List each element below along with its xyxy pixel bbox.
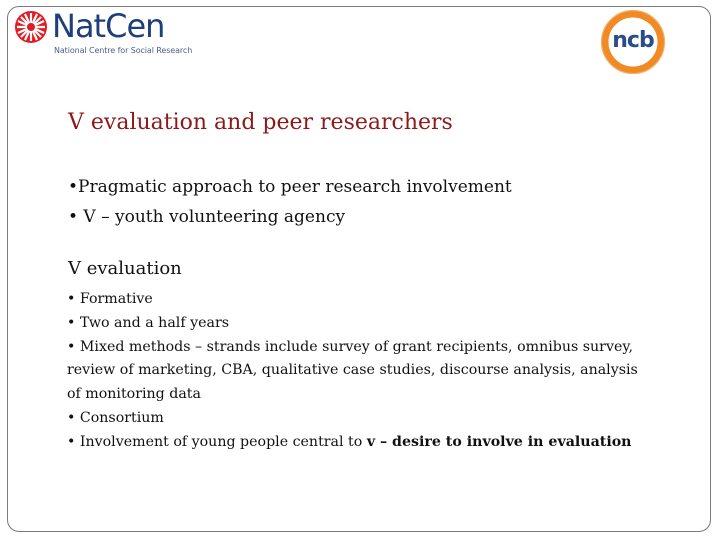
intro-item: • V – youth volunteering agency: [68, 207, 346, 227]
intro-item: •Pragmatic approach to peer research involvement: [68, 177, 512, 197]
section-heading: V evaluation: [68, 258, 182, 279]
ncb-text: ncb: [612, 28, 654, 53]
intro-list: [68, 172, 668, 232]
natcen-name: NatCen: [52, 7, 165, 45]
ncb-logo: [598, 10, 668, 74]
bullet-involvement: [67, 431, 647, 455]
bullet-mixed-methods: • Mixed methods – strands include survey of grant recipients, omnibus survey, review of marketing, CBA, qualitative case studies, discourse analysis, analysis of monitoring data: [67, 338, 638, 403]
natcen-logo: [14, 7, 193, 66]
bullet-list: [67, 288, 647, 455]
bullet-consortium: • Consortium: [67, 409, 164, 426]
natcen-subtitle: National Centre for Social Research: [54, 46, 193, 55]
slide-title: V evaluation and peer researchers: [68, 110, 453, 135]
bullet-formative: • Formative: [67, 291, 153, 307]
involvement-text: • Involvement of young people central to: [67, 433, 367, 450]
bullet-duration: • Two and a half years: [67, 314, 230, 331]
natcen-starburst-icon: [14, 10, 48, 44]
involvement-emphasis: v – desire to involve in evaluation: [366, 433, 632, 450]
